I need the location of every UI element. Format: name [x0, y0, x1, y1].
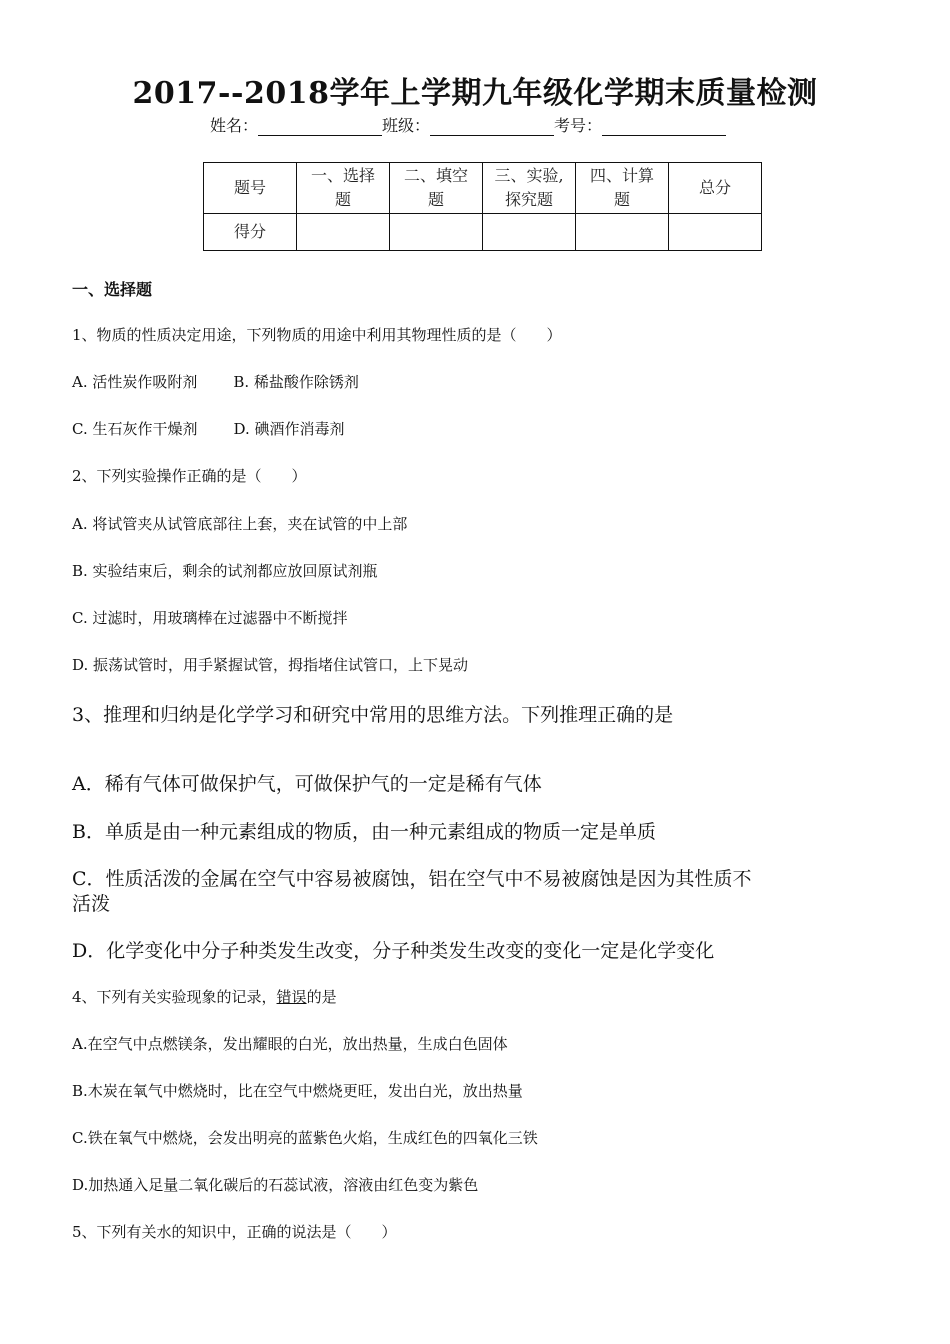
score-cell-calculation[interactable] — [576, 214, 669, 251]
header-cell-question-no: 题号 — [204, 163, 297, 214]
q2-stem: 2、下列实验操作正确的是（ ） — [72, 467, 307, 485]
header-cell-calculation: 四、计算 题 — [576, 163, 669, 214]
class-blank[interactable] — [430, 117, 554, 136]
q4-stem — [72, 986, 337, 1007]
q1-option-c: C. 生石灰作干燥剂 — [72, 420, 198, 438]
name-label: 姓名： — [210, 116, 259, 135]
exam-no-blank[interactable] — [602, 117, 726, 136]
q4-option-d: D.加热通入足量二氧化碳后的石蕊试液，溶液由红色变为紫色 — [72, 1176, 479, 1194]
q2-option-c: C. 过滤时，用玻璃棒在过滤器中不断搅拌 — [72, 609, 348, 627]
q4-stem-emphasis: 错误 — [276, 988, 307, 1006]
q1-options-cd — [72, 418, 345, 439]
q1-options-ab — [72, 371, 359, 392]
page-title: 2017--2018学年上学期九年级化学期末质量检测 — [132, 76, 818, 111]
class-label: 班级： — [382, 116, 431, 135]
q2-option-b: B. 实验结束后，剩余的试剂都应放回原试剂瓶 — [72, 562, 378, 580]
score-cell-experiment[interactable] — [483, 214, 576, 251]
q2-option-d: D. 振荡试管时，用手紧握试管，拇指堵住试管口，上下晃动 — [72, 656, 469, 674]
score-table — [203, 162, 762, 251]
header-cell-fill: 二、填空 题 — [390, 163, 483, 214]
q3-stem: 3、推理和归纳是化学学习和研究中常用的思维方法。下列推理正确的是 — [72, 704, 674, 726]
q3-option-c-line2: 活泼 — [72, 893, 111, 915]
q1-option-d: D. 碘酒作消毒剂 — [233, 420, 345, 438]
q2-option-a: A. 将试管夹从试管底部往上套，夹在试管的中上部 — [72, 515, 408, 533]
score-cell-fill[interactable] — [390, 214, 483, 251]
q3-option-b: B．单质是由一种元素组成的物质，由一种元素组成的物质一定是单质 — [72, 821, 656, 843]
section-heading-choice: 一、选择题 — [72, 280, 153, 299]
q4-option-b: B.木炭在氧气中燃烧时，比在空气中燃烧更旺，发出白光，放出热量 — [72, 1082, 523, 1100]
score-table-header-row — [204, 163, 762, 214]
q5-stem: 5、下列有关水的知识中，正确的说法是（ ） — [72, 1223, 397, 1241]
q3-option-c-line1: C．性质活泼的金属在空气中容易被腐蚀，铝在空气中不易被腐蚀是因为其性质不 — [72, 868, 752, 890]
name-blank[interactable] — [258, 117, 382, 136]
header-cell-total: 总分 — [669, 163, 762, 214]
score-row-label: 得分 — [204, 214, 297, 251]
q1-stem: 1、物质的性质决定用途，下列物质的用途中利用其物理性质的是（ ） — [72, 326, 562, 344]
q1-option-b: B. 稀盐酸作除锈剂 — [233, 373, 359, 391]
q1-option-a: A. 活性炭作吸附剂 — [72, 373, 198, 391]
exam-no-label: 考号： — [554, 116, 603, 135]
q4-stem-pre: 4、下列有关实验现象的记录， — [72, 988, 277, 1006]
score-cell-total[interactable] — [669, 214, 762, 251]
q4-option-a: A.在空气中点燃镁条，发出耀眼的白光，放出热量，生成白色固体 — [72, 1035, 508, 1053]
header-cell-choice: 一、选择 题 — [297, 163, 390, 214]
header-cell-experiment: 三、实验, 探究题 — [483, 163, 576, 214]
score-cell-choice[interactable] — [297, 214, 390, 251]
score-table-score-row — [204, 214, 762, 251]
q3-option-d: D．化学变化中分子种类发生改变，分子种类发生改变的变化一定是化学变化 — [72, 940, 715, 962]
q4-option-c: C.铁在氧气中燃烧，会发出明亮的蓝紫色火焰，生成红色的四氧化三铁 — [72, 1129, 538, 1147]
q3-option-a: A．稀有气体可做保护气，可做保护气的一定是稀有气体 — [72, 773, 542, 795]
student-info-line — [210, 113, 726, 136]
q4-stem-post: 的是 — [306, 988, 337, 1006]
